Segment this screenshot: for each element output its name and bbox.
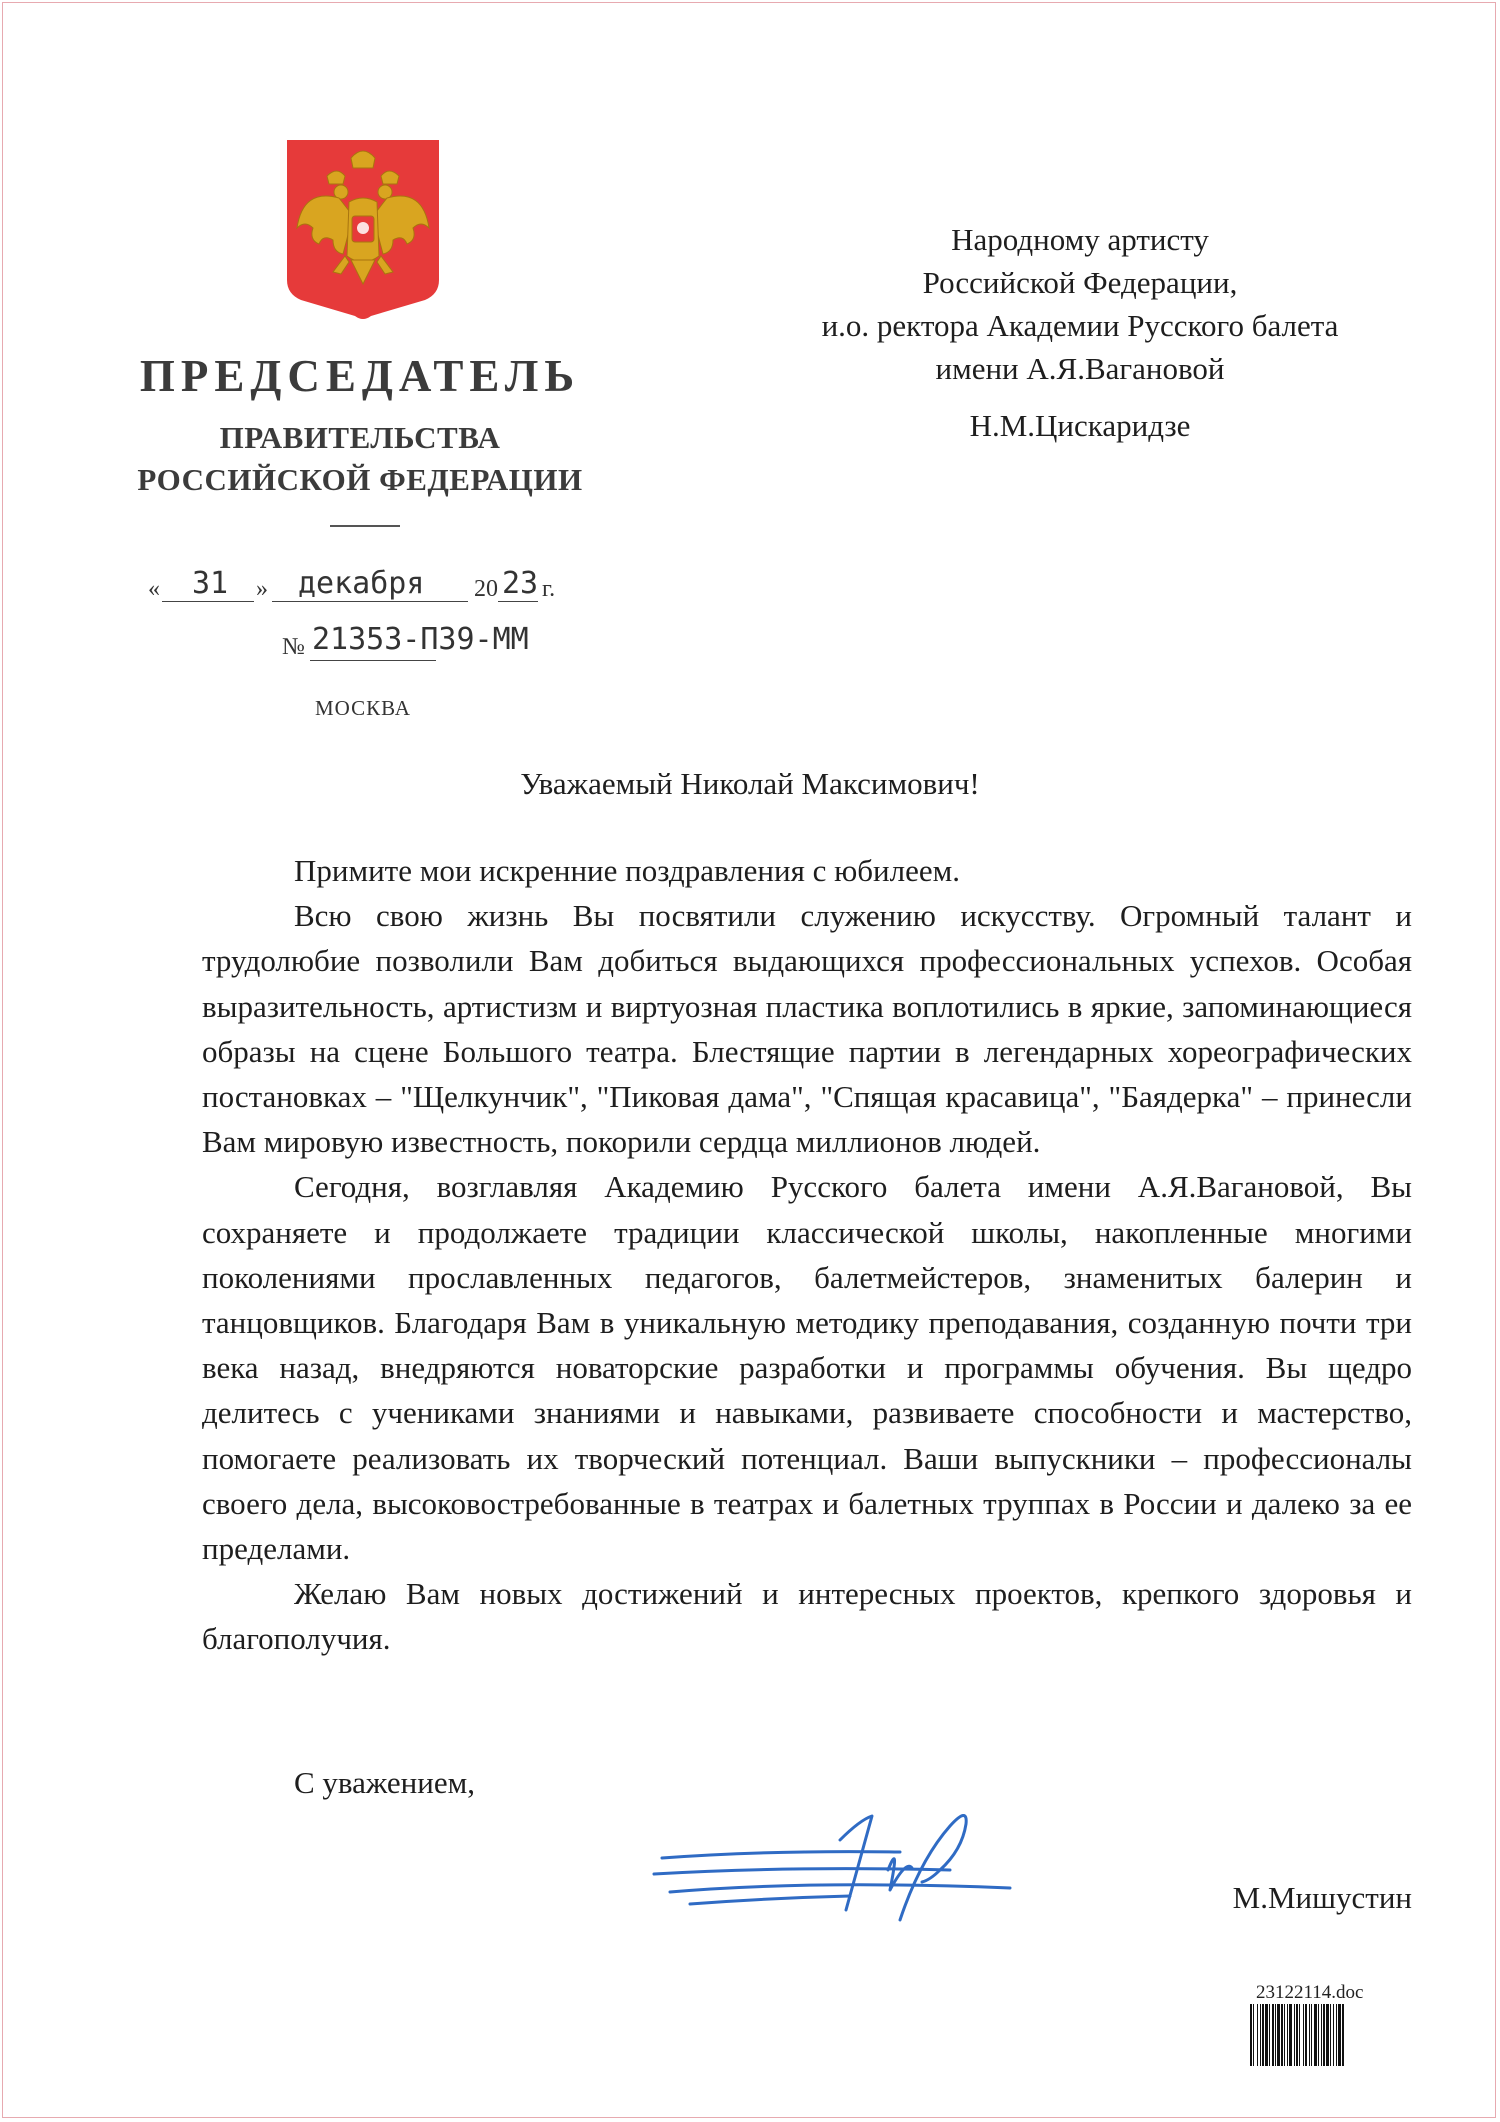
- issuer-line-2: РОССИЙСКОЙ ФЕДЕРАЦИИ: [137, 462, 583, 497]
- addressee-line-3: и.о. ректора Академии Русского балета: [821, 308, 1339, 343]
- date-year-prefix: 20: [474, 576, 498, 602]
- document-number: 21353-П39-ММ: [312, 622, 529, 657]
- issuer-title: ПРЕДСЕДАТЕЛЬ: [139, 351, 581, 401]
- paragraph-2: Всю свою жизнь Вы посвятили служению искусству. Огромный талант и трудолюбие позволили Вам добиться выдающихся профессиональных успехов. Особая выразительность, артистизм и виртуозная пластика воплотились в яркие, запоминающиеся образы на сцене Большого театра. Блестящие партии в легендарных хореографических постановках – "Щелкунчик", "Пиковая дама", "Спящая красавица", "Баядерка" – принесли Вам мировую известность, покорили сердца миллионов людей.: [202, 898, 1412, 1160]
- date-day: 31: [192, 566, 229, 601]
- city: МОСКВА: [315, 696, 411, 720]
- issuer-line-1: ПРАВИТЕЛЬСТВА: [219, 420, 501, 455]
- addressee-line-2: Российской Федерации,: [922, 265, 1238, 300]
- issuer-divider: [330, 525, 400, 527]
- coat-of-arms-icon: [283, 136, 443, 322]
- date-close-quote: »: [256, 576, 268, 602]
- addressee-name: Н.М.Цискаридзе: [969, 408, 1191, 443]
- date-year-mark: г.: [542, 576, 556, 602]
- number-line: [282, 622, 582, 666]
- signature-icon: [650, 1800, 1020, 1930]
- date-open-quote: «: [148, 576, 160, 602]
- letter-body: [202, 848, 1412, 1662]
- date-line: [148, 566, 608, 610]
- document-file-name: 23122114.doc: [1256, 1982, 1364, 2003]
- addressee-block: [720, 218, 1440, 447]
- paragraph-1: Примите мои искренние поздравления с юбилеем.: [294, 853, 960, 888]
- addressee-line-1: Народному артисту: [951, 222, 1209, 257]
- date-year-suffix: 23: [502, 566, 539, 601]
- paragraph-3: Сегодня, возглавляя Академию Русского балета имени А.Я.Вагановой, Вы сохраняете и продолжаете традиции классической школы, накопленные многими поколениями прославленных педагогов, балетмейстеров, знаменитых балерин и танцовщиков. Благодаря Вам в уникальную методику преподавания, созданную почти три века назад, внедряются новаторские разработки и программы обучения. Вы щедро делитесь с учениками знаниями и навыками, развиваете способности и мастерство, помогаете реализовать их творческий потенциал. Ваши выпускники – профессионалы своего дела, высоковостребованные в театрах и балетных труппах в России и далеко за ее пределами.: [202, 1169, 1412, 1567]
- number-sign: №: [282, 634, 305, 660]
- salutation: Уважаемый Николай Максимович!: [520, 766, 980, 801]
- closing: С уважением,: [294, 1765, 475, 1800]
- date-month: декабря: [298, 566, 425, 601]
- barcode-icon: [1250, 2004, 1422, 2066]
- paragraph-4: Желаю Вам новых достижений и интересных проектов, крепкого здоровья и благополучия.: [202, 1576, 1412, 1657]
- addressee-line-4: имени А.Я.Вагановой: [935, 351, 1225, 386]
- signatory-name: М.Мишустин: [1232, 1880, 1412, 1915]
